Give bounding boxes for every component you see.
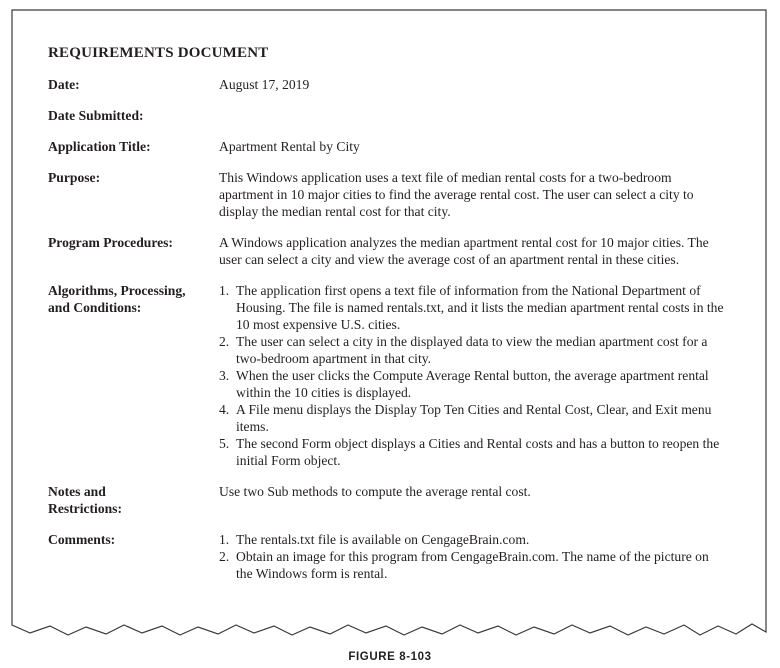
document-content [48,44,728,596]
algorithm-item [219,282,724,333]
notes-label-line1: Notes and [48,484,106,499]
purpose-label: Purpose: [48,170,101,185]
algorithm-item-text: The application first opens a text file of information from the National Department of Housing. The file is named rentals.txt, and it lists the median apartment rental costs in the 10 most expensive U.S. cities. [236,283,724,332]
document-title: REQUIREMENTS DOCUMENT [48,45,269,61]
algorithm-item-number: 5. [219,436,230,451]
program-procedures-label: Program Procedures: [48,235,173,250]
comment-item-number: 2. [219,549,230,564]
notes-row [48,483,728,517]
date-row [48,76,728,93]
notes-label-line2: Restrictions: [48,501,122,516]
figure-caption: FIGURE 8-103 [348,651,432,663]
application-title-value: Apartment Rental by City [219,139,360,154]
comments-list [219,531,724,582]
algorithm-item [219,367,724,401]
purpose-value: This Windows application uses a text file of median rental costs for a two-bedroom apartment in 10 major cities to find the average rental cost. The user can select a city to display the median rental cost for that city. [219,170,694,219]
algorithm-item-text: The second Form object displays a Cities and Rental costs and has a button to reopen the initial Form object. [236,436,720,468]
algorithm-item [219,401,724,435]
date-label: Date: [48,77,80,92]
date-value: August 17, 2019 [219,77,310,92]
comment-item [219,531,724,548]
date-submitted-row [48,107,728,124]
algorithms-list [219,282,724,469]
date-submitted-value [219,107,724,124]
algorithms-row [48,282,728,469]
comments-row [48,531,728,582]
algorithm-item-text: The user can select a city in the displayed data to view the median apartment cost for a two-bedroom apartment in that city. [236,334,708,366]
program-procedures-row [48,234,728,268]
application-title-row [48,138,728,155]
notes-value: Use two Sub methods to compute the average rental cost. [219,484,531,499]
algorithms-label [48,282,219,469]
comments-label: Comments: [48,532,116,547]
algorithm-item-number: 4. [219,402,230,417]
algorithm-item-number: 1. [219,283,230,298]
algorithm-item-text: When the user clicks the Compute Average Rental button, the average apartment rental within the 10 cities is displayed. [236,368,709,400]
algorithm-item-number: 3. [219,368,230,383]
comment-item-text: The rentals.txt file is available on CengageBrain.com. [236,532,530,547]
algorithm-item-number: 2. [219,334,230,349]
algorithm-item-text: A File menu displays the Display Top Ten Cities and Rental Cost, Clear, and Exit menu items. [236,402,712,434]
comment-item [219,548,724,582]
purpose-row [48,169,728,220]
program-procedures-value: A Windows application analyzes the median apartment rental cost for 10 major cities. The user can select a city and view the average cost of an apartment rental in these cities. [219,235,709,267]
algorithm-item [219,435,724,469]
algorithms-label-line2: and Conditions: [48,300,142,315]
comment-item-text: Obtain an image for this program from CengageBrain.com. The name of the picture on the Windows form is rental. [236,549,709,581]
algorithm-item [219,333,724,367]
algorithms-label-line1: Algorithms, Processing, [48,283,186,298]
comment-item-number: 1. [219,532,230,547]
date-submitted-label: Date Submitted: [48,108,144,123]
notes-label [48,483,219,517]
application-title-label: Application Title: [48,139,151,154]
